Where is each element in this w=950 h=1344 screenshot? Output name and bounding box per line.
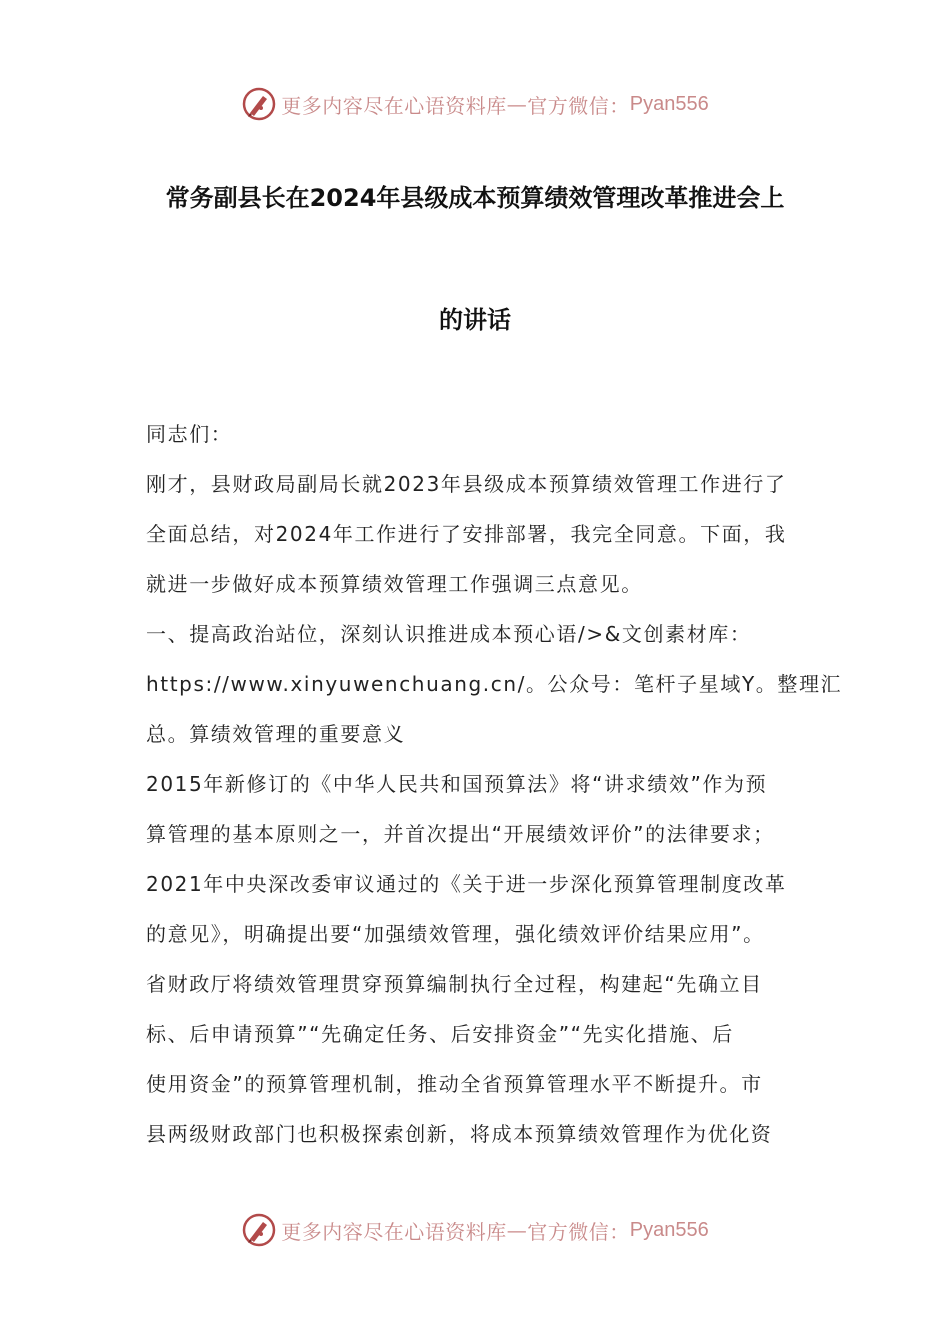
body-line: 一、提高政治站位，深刻认识推进成本预心语/>&文创素材库： — [146, 622, 752, 646]
header-banner — [0, 80, 950, 128]
banner-wechat-id: Pyan556 — [629, 92, 709, 115]
document-title-line-1: 常务副县长在2024年县级成本预算绩效管理改革推进会上 — [165, 184, 785, 212]
body-line: 标、后申请预算”“先确定任务、后安排资金”“先实化措施、后 — [146, 1022, 734, 1046]
body-line: 同志们： — [146, 422, 233, 446]
body-line: 全面总结，对2024年工作进行了安排部署，我完全同意。下面，我 — [146, 522, 787, 546]
banner-separator: — — [506, 1218, 528, 1242]
footer-banner — [0, 1206, 950, 1254]
body-line: 使用资金”的预算管理机制，推动全省预算管理水平不断提升。市 — [146, 1072, 763, 1096]
body-line: 就进一步做好成本预算绩效管理工作强调三点意见。 — [146, 572, 643, 596]
pen-logo-icon — [241, 1212, 277, 1248]
banner-text: 更多内容尽在心语资料库 — [281, 1219, 507, 1244]
pen-logo-icon — [241, 86, 277, 122]
body-line: 2021年中央深改委审议通过的《关于进一步深化预算管理制度改革 — [146, 872, 787, 896]
banner-text: 更多内容尽在心语资料库 — [281, 93, 507, 118]
body-line: 刚才，县财政局副局长就2023年县级成本预算绩效管理工作进行了 — [146, 472, 787, 496]
banner-suffix: 官方微信： — [527, 93, 630, 118]
body-line: 算管理的基本原则之一，并首次提出“开展绩效评价”的法律要求； — [146, 822, 775, 846]
document-title-line-2: 的讲话 — [439, 306, 511, 334]
body-line: 2015年新修订的《中华人民共和国预算法》将“讲求绩效”作为预 — [146, 772, 768, 796]
banner-wechat-id: Pyan556 — [629, 1218, 709, 1241]
banner-separator: — — [506, 92, 528, 116]
body-line: 县两级财政部门也积极探索创新，将成本预算绩效管理作为优化资 — [146, 1122, 773, 1146]
body-line: 的意见》，明确提出要“加强绩效管理，强化绩效评价结果应用”。 — [146, 922, 765, 946]
body-line: 省财政厅将绩效管理贯穿预算编制执行全过程，构建起“先确立目 — [146, 972, 763, 996]
document-body — [146, 414, 843, 1164]
body-line: https://www.xinyuwenchuang.cn/。公众号：笔杆子星域Y。整理汇 — [146, 672, 843, 696]
body-line: 总。算绩效管理的重要意义 — [146, 722, 406, 746]
banner-suffix: 官方微信： — [527, 1219, 630, 1244]
